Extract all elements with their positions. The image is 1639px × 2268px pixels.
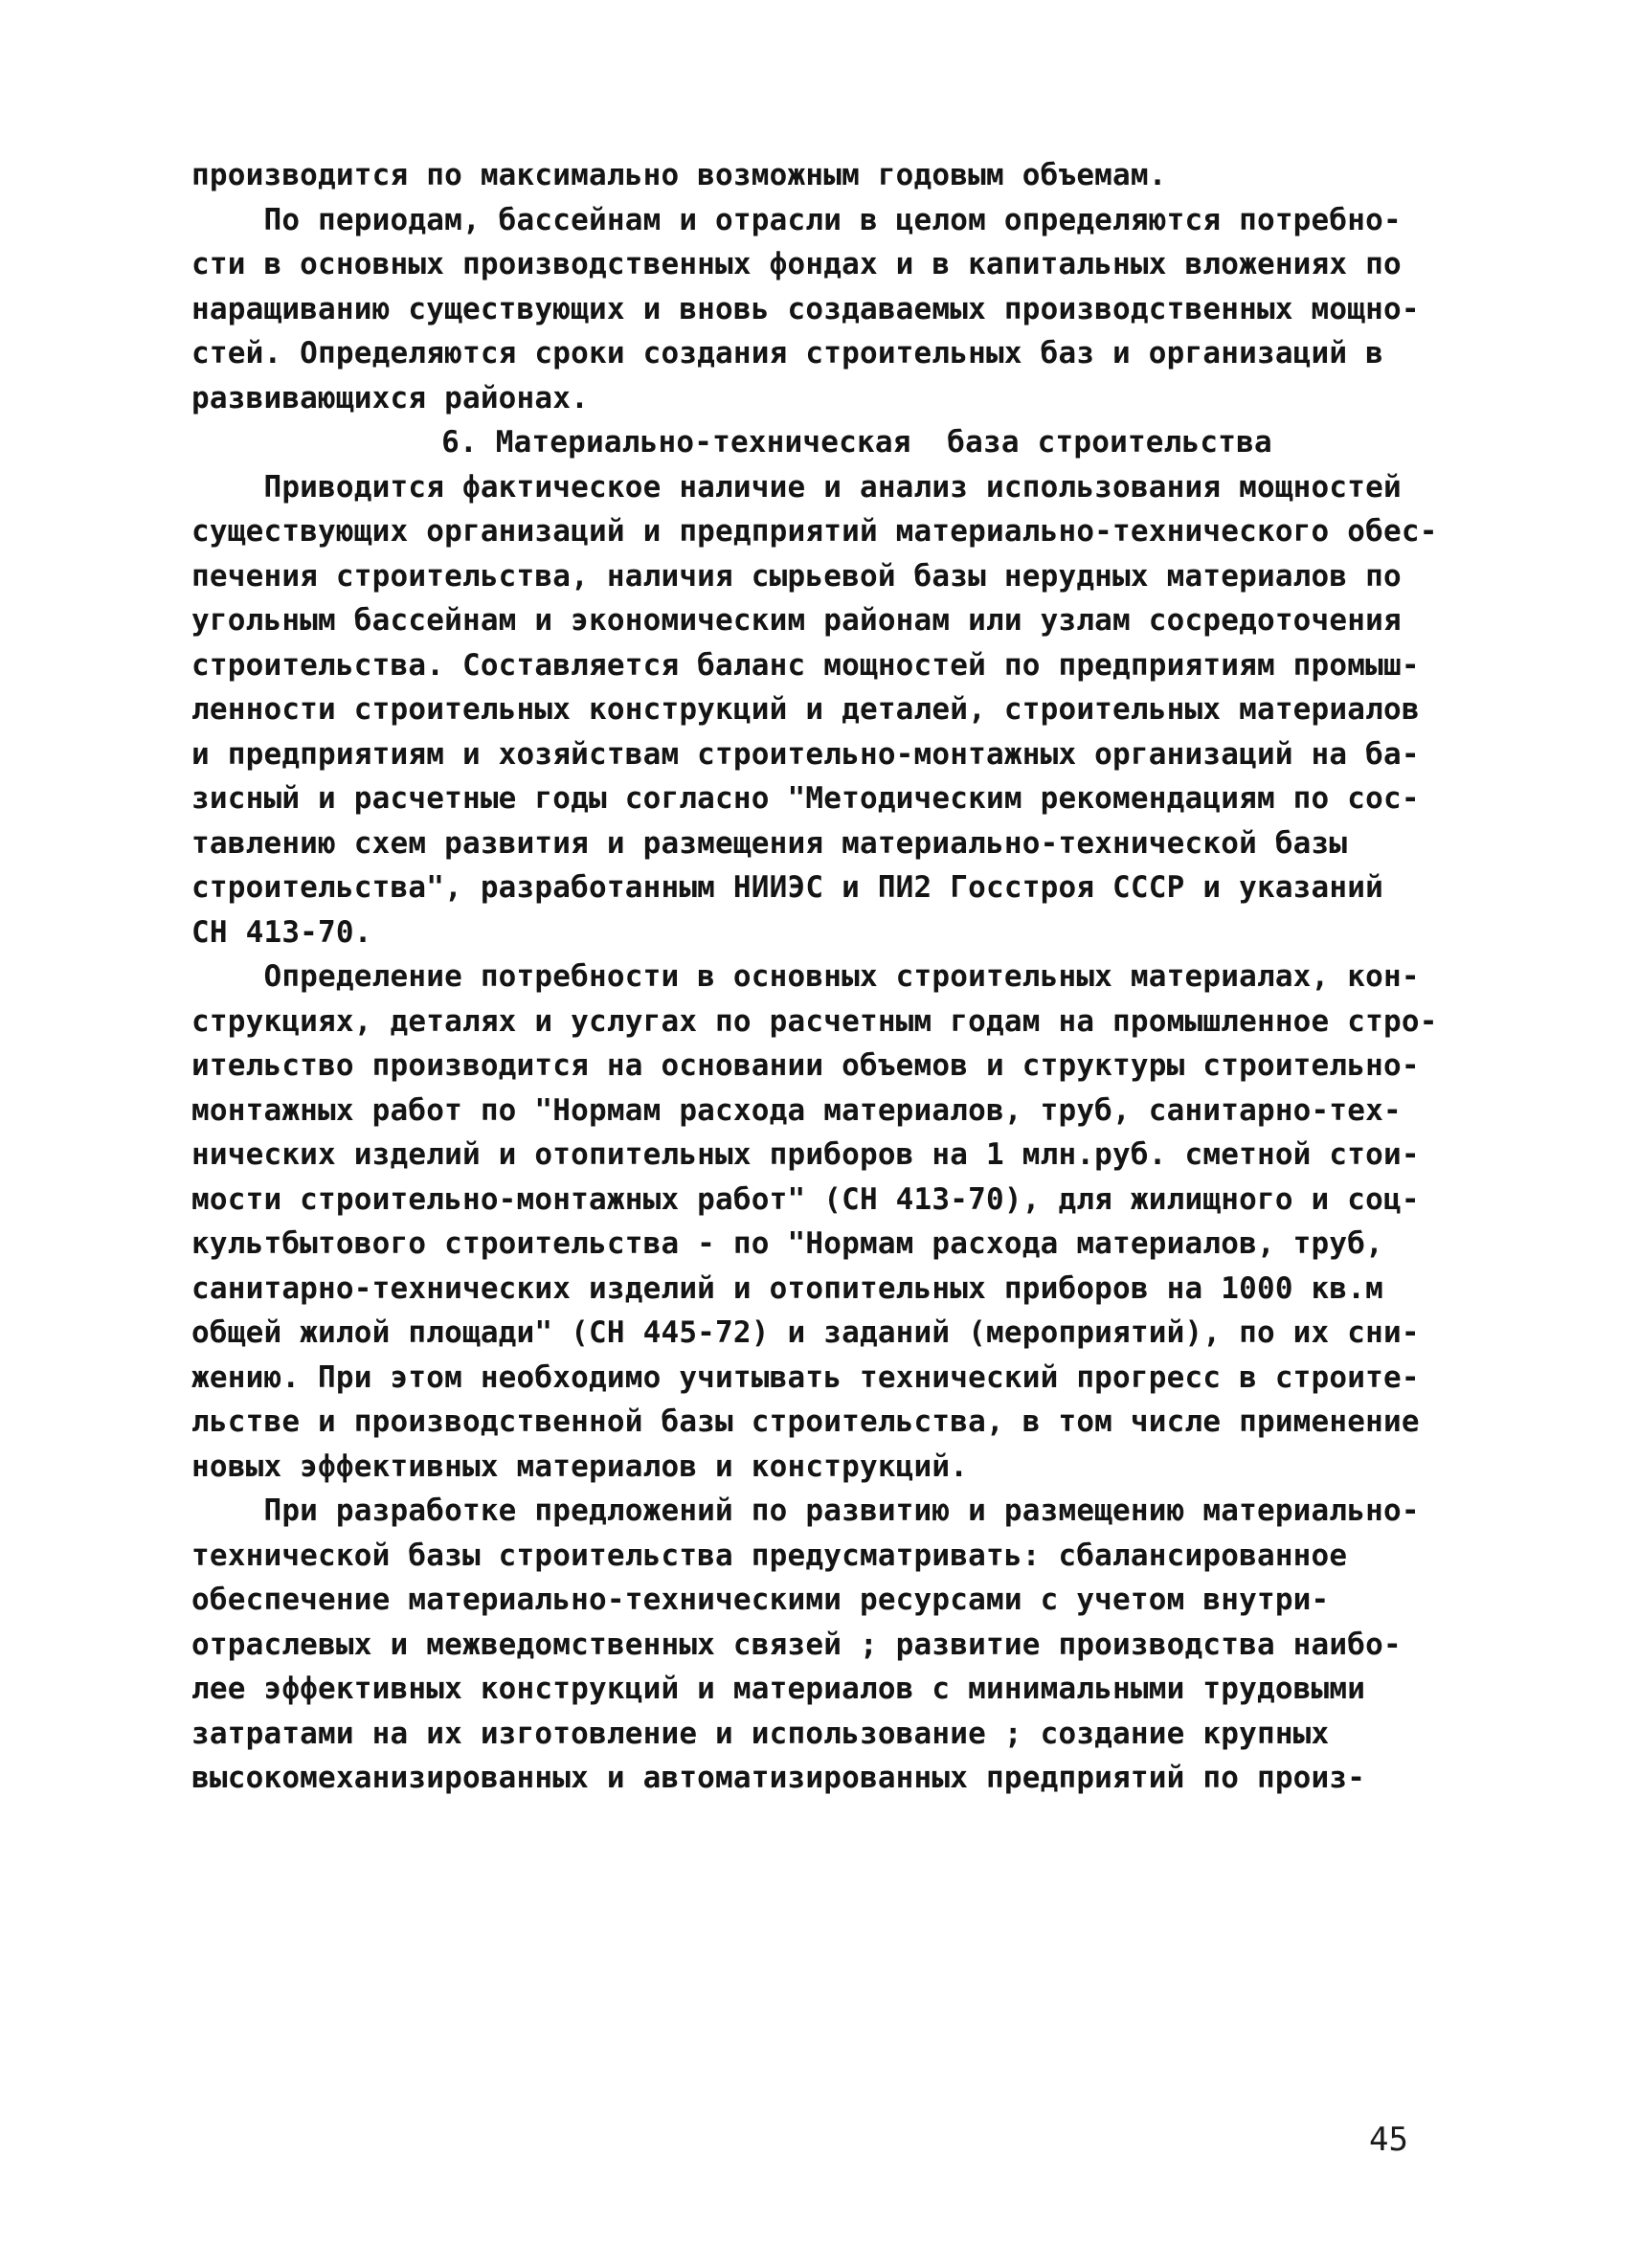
- paragraph-line: стей. Определяются сроки создания строительных баз и организаций в: [191, 336, 1383, 371]
- paragraph-2: [191, 465, 1465, 955]
- page-number: 45: [1369, 2121, 1408, 2159]
- paragraph-line: лее эффективных конструкций и материалов с минимальными трудовыми: [191, 1672, 1366, 1706]
- paragraph-line: технической базы строительства предусматривать: сбалансированное: [191, 1538, 1348, 1573]
- paragraph-line: зисный и расчетные годы согласно "Методическим рекомендациям по сос-: [191, 781, 1420, 816]
- paragraph-line: наращиванию существующих и вновь создаваемых производственных мощно-: [191, 291, 1420, 326]
- paragraph-line: культбытового строительства - по "Нормам расхода материалов, труб,: [191, 1226, 1383, 1261]
- paragraph-line: затратами на их изготовление и использование ; создание крупных: [191, 1716, 1330, 1751]
- paragraph-line: существующих организаций и предприятий материально-технического обес-: [191, 514, 1438, 549]
- paragraph-line: угольным бассейнам и экономическим районам или узлам сосредоточения: [191, 603, 1402, 638]
- paragraph-line: ительство производится на основании объемов и структуры строительно-: [191, 1048, 1420, 1083]
- paragraph-line: Определение потребности в основных строительных материалах, кон-: [191, 959, 1420, 994]
- paragraph-line: и предприятиям и хозяйствам строительно-монтажных организаций на ба-: [191, 736, 1420, 772]
- paragraph-line: новых эффективных материалов и конструкций.: [191, 1448, 969, 1484]
- paragraph-line: высокомеханизированных и автоматизированных предприятий по произ-: [191, 1761, 1366, 1795]
- paragraph-line: отраслевых и межведомственных связей ; развитие производства наибо-: [191, 1627, 1402, 1662]
- document-body: [191, 153, 1465, 1801]
- paragraph-line: По периодам, бассейнам и отрасли в целом определяются потребно-: [191, 202, 1402, 237]
- paragraph-line: СН 413-70.: [191, 914, 372, 950]
- paragraph-4: [191, 1489, 1465, 1801]
- paragraph-line: нических изделий и отопительных приборов на 1 млн.руб. сметной стои-: [191, 1137, 1420, 1172]
- paragraph-line: общей жилой площади" (СН 445-72) и заданий (мероприятий), по их сни-: [191, 1315, 1420, 1350]
- paragraph-line: сти в основных производственных фондах и в капитальных вложениях по: [191, 247, 1402, 281]
- paragraph-line: При разработке предложений по развитию и размещению материально-: [191, 1493, 1420, 1528]
- paragraph-line: Приводится фактическое наличие и анализ использования мощностей: [191, 469, 1402, 505]
- paragraph-line: строительства. Составляется баланс мощностей по предприятиям промыш-: [191, 647, 1420, 683]
- paragraph-line: монтажных работ по "Нормам расхода материалов, труб, санитарно-тех-: [191, 1092, 1402, 1128]
- top-line: производится по максимально возможным годовым объемам.: [191, 158, 1167, 192]
- paragraph-line: ленности строительных конструкций и деталей, строительных материалов: [191, 692, 1420, 727]
- paragraph-line: жению. При этом необходимо учитывать технический прогресс в строите-: [191, 1359, 1420, 1395]
- paragraph-line: печения строительства, наличия сырьевой базы нерудных материалов по: [191, 558, 1402, 594]
- section-heading: 6. Материально-техническая база строительства: [441, 425, 1272, 460]
- paragraph-line: обеспечение материально-техническими ресурсами с учетом внутри-: [191, 1583, 1330, 1617]
- paragraph-line: строительства", разработанным НИИЭС и ПИ2 Госстроя СССР и указаний: [191, 870, 1383, 905]
- paragraph-line: санитарно-технических изделий и отопительных приборов на 1000 кв.м: [191, 1270, 1383, 1306]
- paragraph-3: [191, 954, 1465, 1489]
- paragraph-line: струкциях, деталях и услугах по расчетным годам на промышленное стро-: [191, 1003, 1438, 1039]
- paragraph-line: тавлению схем развития и размещения материально-технической базы: [191, 825, 1348, 861]
- paragraph-line: мости строительно-монтажных работ" (СН 413-70), для жилищного и соц-: [191, 1181, 1420, 1217]
- paragraph-line: льстве и производственной базы строительства, в том числе применение: [191, 1404, 1420, 1439]
- paragraph-line: развивающихся районах.: [191, 380, 589, 415]
- paragraph-1: [191, 198, 1465, 421]
